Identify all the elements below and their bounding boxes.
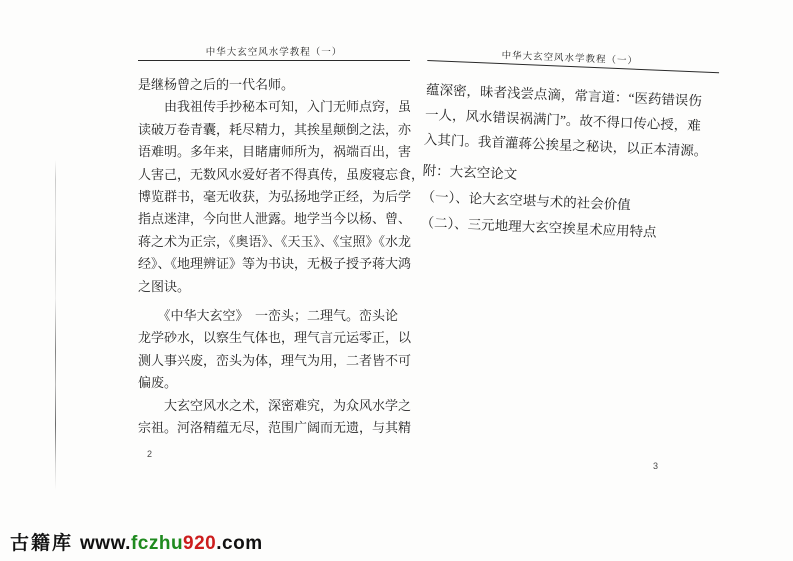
left-page-body <box>138 74 425 440</box>
watermark-url-red: 920 <box>183 533 217 554</box>
body-line: 蕴深密，昧者浅尝点滴，常言道：“医药错误伤 <box>425 81 703 109</box>
body-line: 读破万卷青囊，耗尽精力，其挨星颠倒之法，亦 <box>138 121 412 137</box>
appendix-list <box>420 158 715 248</box>
body-line: 博览群书，毫无收获，为弘扬地学正经，为后学 <box>138 189 412 205</box>
body-line: 是继杨曾之后的一代名师。 <box>138 77 295 92</box>
body-line: 经》、《地理辨证》等为书诀，无极子授予蒋大鸿 <box>138 256 412 272</box>
body-line: 龙学砂水，以察生气体也，理气言元运零正，以 <box>138 330 412 346</box>
appendix-item: （一）、论大玄空堪与术的社会价值 <box>421 188 631 213</box>
body-line: 之图诀。 <box>138 278 191 294</box>
body-line: 测人事兴废，峦头为体，理气为用，二者皆不可 <box>138 352 412 368</box>
left-page <box>138 44 425 440</box>
body-line: 一人，风水错误祸满门”。故不得口传心授，难 <box>424 106 702 134</box>
right-page-body <box>420 77 718 248</box>
left-page-header: 中华大玄空风水学教程（一） <box>205 48 343 58</box>
left-header-rule <box>138 60 410 61</box>
appendix-item: （二）、三元地理大玄空挨星术应用特点 <box>420 214 657 240</box>
body-line: 入其门。我首灌蒋公挨星之秘诀，以正本清源。 <box>423 131 708 159</box>
left-page-number: 2 <box>147 449 153 459</box>
body-line: 宗祖。河洛精蕴无尽，范围广阔而无遗，与其精 <box>138 420 412 436</box>
appendix-title: 附：大玄空论文 <box>422 162 518 182</box>
body-line: 蒋之术为正宗，《奥语》、《天玉》、《宝照》《水龙 <box>138 233 412 249</box>
watermark-url-com: .com <box>216 533 263 554</box>
right-page <box>420 44 720 248</box>
body-line: 指点迷津，今向世人泄露。地学当今以杨、曾、 <box>138 211 412 227</box>
body-line: 人害己，无数风水爱好者不得真传，虽废寝忘食， <box>138 166 425 182</box>
body-line: 大玄空风水之术，深密难究，为众风水学之 <box>138 397 412 413</box>
body-line: 《中华大玄空》 一峦头；二理气。峦头论 <box>138 308 399 324</box>
right-page-header: 中华大玄空风水学教程（一） <box>501 51 639 67</box>
watermark <box>10 528 263 555</box>
watermark-site-name: 古籍库 <box>10 533 74 554</box>
body-line: 偏废。 <box>138 375 178 391</box>
body-line: 语难明。多年来，目睹庸师所为，祸端百出，害 <box>138 144 412 160</box>
scan-fold-line <box>55 160 56 490</box>
watermark-url-www: www. <box>80 533 131 554</box>
watermark-url-green: fczhu <box>130 533 184 554</box>
right-page-number: 3 <box>653 461 659 471</box>
body-line: 由我祖传手抄秘本可知，入门无师点窍，虽 <box>138 99 412 115</box>
